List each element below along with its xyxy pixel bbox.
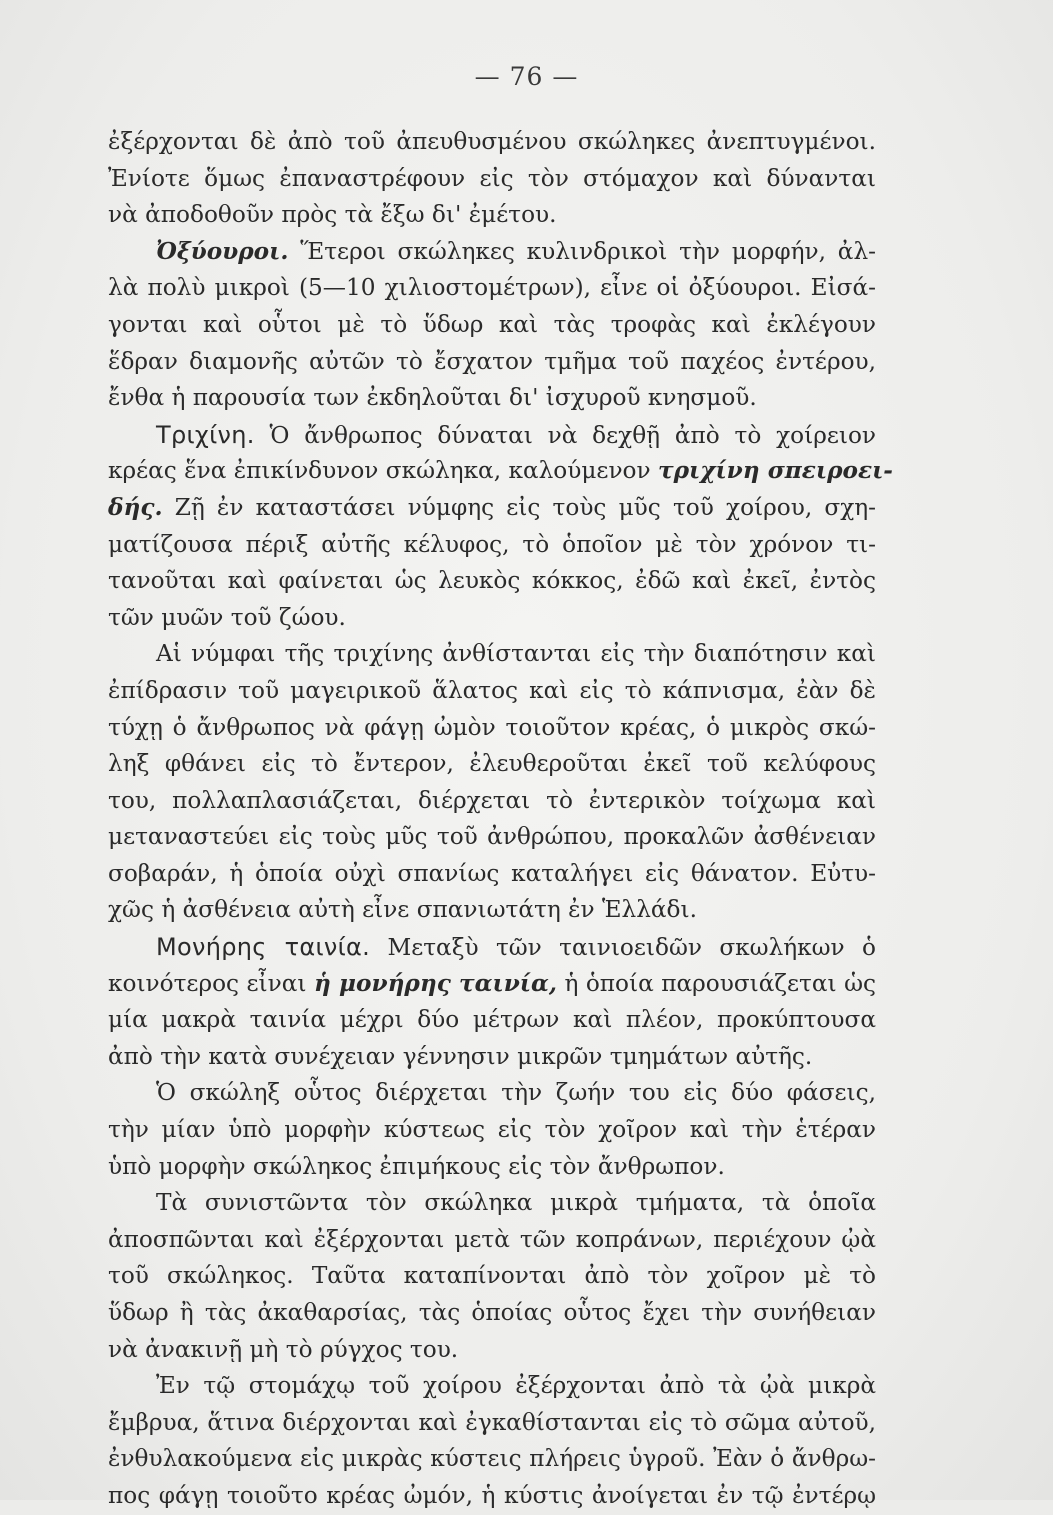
line-text: ληξ φθάνει εἰς τὸ ἔντερον, ἐλευθεροῦται ἐκεῖ τοῦ κελύφους — [108, 750, 876, 778]
text-line — [108, 380, 876, 417]
line-text: τὴν μίαν ὑπὸ μορφὴν κύστεως εἰς τὸν χοῖρον καὶ τὴν ἑτέραν — [108, 1116, 876, 1144]
line-text: του, πολλαπλασιάζεται, διέρχεται τὸ ἐντερικὸν τοίχωμα καὶ — [108, 786, 876, 814]
text-line — [108, 966, 876, 1003]
emphasized-term: Μονήρης ταινία. — [156, 933, 371, 962]
line-text: τοῦ σκώληκος. Ταῦτα καταπίνονται ἀπὸ τὸν χοῖρον μὲ τὸ — [108, 1262, 876, 1290]
line-text: τύχῃ ὁ ἄνθρωπος νὰ φάγῃ ὠμὸν τοιοῦτον κρέας, ὁ μικρὸς σκώ- — [108, 713, 876, 741]
text-line — [108, 1149, 876, 1186]
line-text: ἀποσπῶνται καὶ ἐξέρχονται μετὰ τῶν κοπράνων, περιέχουν ᾠὰ — [108, 1225, 876, 1253]
line-text: Μεταξὺ τῶν ταινιοειδῶν σκωλήκων ὁ — [370, 934, 876, 962]
line-text: ἔνθα ἡ παρουσία των ἐκδηλοῦται δι' ἰσχυροῦ κνησμοῦ. — [108, 384, 757, 412]
text-line — [108, 929, 876, 966]
line-text: Ζῇ ἐν καταστάσει νύμφης εἰς τοὺς μῦς τοῦ χοίρου, σχη- — [162, 493, 876, 521]
line-text: ἐνθυλακούμενα εἰς μικρὰς κύστεις πλήρεις ὑγροῦ. Ἐὰν ὁ ἄνθρω- — [108, 1445, 876, 1473]
text-line — [108, 307, 876, 344]
text-line — [108, 1222, 876, 1259]
text-line — [108, 453, 893, 490]
text-line — [108, 1075, 876, 1112]
emphasized-term: Ὀξύουροι. — [156, 237, 289, 265]
text-line — [108, 1258, 876, 1295]
text-line — [108, 1332, 876, 1369]
line-text: ἀπὸ τὴν κατὰ συνέχειαν γέννησιν μικρῶν τμημάτων αὐτῆς. — [108, 1042, 813, 1070]
text-line — [108, 161, 876, 198]
line-text: σοβαράν, ἡ ὁποία οὐχὶ σπανίως καταλήγει εἰς θάνατον. Εὐτυ- — [108, 859, 876, 887]
text-line — [108, 1441, 876, 1478]
line-text: τανοῦται καὶ φαίνεται ὡς λευκὸς κόκκος, ἐδῶ καὶ ἐκεῖ, ἐντὸς — [108, 567, 876, 595]
line-text: ἕδραν διαμονῆς αὐτῶν τὸ ἔσχατον τμῆμα τοῦ παχέος ἐντέρου, — [108, 347, 876, 375]
text-line — [108, 1368, 876, 1405]
text-line — [108, 417, 876, 454]
body-text — [108, 124, 893, 1515]
text-line — [108, 1405, 876, 1442]
emphasized-term: τριχίνη σπειροει- — [657, 457, 893, 485]
text-line — [108, 234, 876, 271]
text-line — [108, 1478, 876, 1515]
line-text: Ἐν τῷ στομάχῳ τοῦ χοίρου ἐξέρχονται ἀπὸ τὰ ᾠὰ μικρὰ — [156, 1372, 876, 1400]
text-line — [108, 490, 876, 527]
line-text: κοινότερος εἶναι — [108, 969, 314, 997]
line-text: νὰ ἀποδοθοῦν πρὸς τὰ ἔξω δι' ἐμέτου. — [108, 201, 557, 229]
text-line — [108, 1002, 876, 1039]
line-text: ἐξέρχονται δὲ ἀπὸ τοῦ ἀπευθυσμένου σκώληκες ἀνεπτυγμένοι. — [108, 128, 876, 155]
text-line — [108, 710, 876, 747]
text-line — [108, 673, 876, 710]
line-text: Ἕτεροι σκώληκες κυλινδρικοὶ τὴν μορφήν, ἀλ- — [288, 237, 876, 265]
line-text: ὑπὸ μορφὴν σκώληκος ἐπιμήκους εἰς τὸν ἄνθρωπον. — [108, 1152, 725, 1180]
text-line — [108, 344, 876, 381]
line-text: μία μακρὰ ταινία μέχρι δύο μέτρων καὶ πλέον, προκύπτουσα — [108, 1006, 876, 1034]
text-line — [108, 600, 876, 637]
line-text: χῶς ἡ ἀσθένεια αὐτὴ εἶνε σπανιωτάτη ἐν Ἑλλάδι. — [108, 896, 697, 924]
line-text: ὕδωρ ἢ τὰς ἀκαθαρσίας, τὰς ὁποίας οὗτος ἔχει τὴν συνήθειαν — [108, 1299, 876, 1326]
page-number: — 76 — — [474, 62, 579, 91]
text-line — [108, 1185, 876, 1222]
text-line — [108, 746, 876, 783]
line-text: γονται καὶ οὗτοι μὲ τὸ ὕδωρ καὶ τὰς τροφὰς καὶ ἐκλέγουν — [108, 310, 876, 338]
text-line — [108, 783, 876, 820]
line-text: κρέας ἕνα ἐπικίνδυνον σκώληκα, καλούμενον — [108, 457, 658, 485]
line-text: Αἱ νύμφαι τῆς τριχίνης ἀνθίστανται εἰς τὴν διαπότησιν καὶ — [156, 640, 876, 668]
text-line — [108, 1112, 876, 1149]
line-text: Ἐνίοτε ὅμως ἐπαναστρέφουν εἰς τὸν στόμαχον καὶ δύνανται — [108, 164, 876, 192]
text-line — [108, 636, 876, 673]
text-line — [108, 856, 876, 893]
text-line — [108, 819, 876, 856]
emphasized-term: ἡ μονήρης ταινία, — [313, 969, 557, 997]
text-line — [108, 270, 876, 307]
text-line — [108, 1039, 876, 1076]
text-line — [108, 1295, 876, 1332]
line-text: νὰ ἀνακινῇ μὴ τὸ ρύγχος του. — [108, 1335, 459, 1363]
text-line — [108, 563, 876, 600]
emphasized-term: δής. — [108, 493, 163, 521]
line-text: ἔμβρυα, ἅτινα διέρχονται καὶ ἐγκαθίστανται εἰς τὸ σῶμα αὐτοῦ, — [108, 1408, 876, 1436]
line-text: ἐπίδρασιν τοῦ μαγειρικοῦ ἅλατος καὶ εἰς τὸ κάπνισμα, ἐὰν δὲ — [108, 676, 876, 704]
line-text: πος φάγῃ τοιοῦτο κρέας ὠμόν, ἡ κύστις ἀνοίγεται ἐν τῷ ἐντέρῳ — [108, 1481, 876, 1509]
line-text: τῶν μυῶν τοῦ ζώου. — [108, 603, 346, 631]
line-text: μεταναστεύει εἰς τοὺς μῦς τοῦ ἀνθρώπου, προκαλῶν ἀσθένειαν — [108, 823, 876, 851]
emphasized-term: Τριχίνη. — [156, 420, 255, 449]
text-line — [108, 124, 876, 161]
line-text: ματίζουσα πέριξ αὐτῆς κέλυφος, τὸ ὁποῖον μὲ τὸν χρόνον τι- — [108, 530, 876, 558]
line-text: λὰ πολὺ μικροὶ (5—10 χιλιοστομέτρων), εἶνε οἱ ὀξύουροι. Εἰσά- — [108, 274, 876, 302]
line-text: Τὰ συνιστῶντα τὸν σκώληκα μικρὰ τμήματα, τὰ ὁποῖα — [156, 1189, 876, 1217]
line-text: Ὁ σκώληξ οὗτος διέρχεται τὴν ζωήν του εἰς δύο φάσεις, — [156, 1079, 876, 1107]
line-text: ἡ ὁποία παρουσιάζεται ὡς — [556, 969, 876, 997]
text-line — [108, 892, 876, 929]
text-line — [108, 197, 876, 234]
line-text: Ὁ ἄνθρωπος δύναται νὰ δεχθῇ ἀπὸ τὸ χοίρειον — [254, 421, 876, 449]
text-line — [108, 527, 876, 564]
